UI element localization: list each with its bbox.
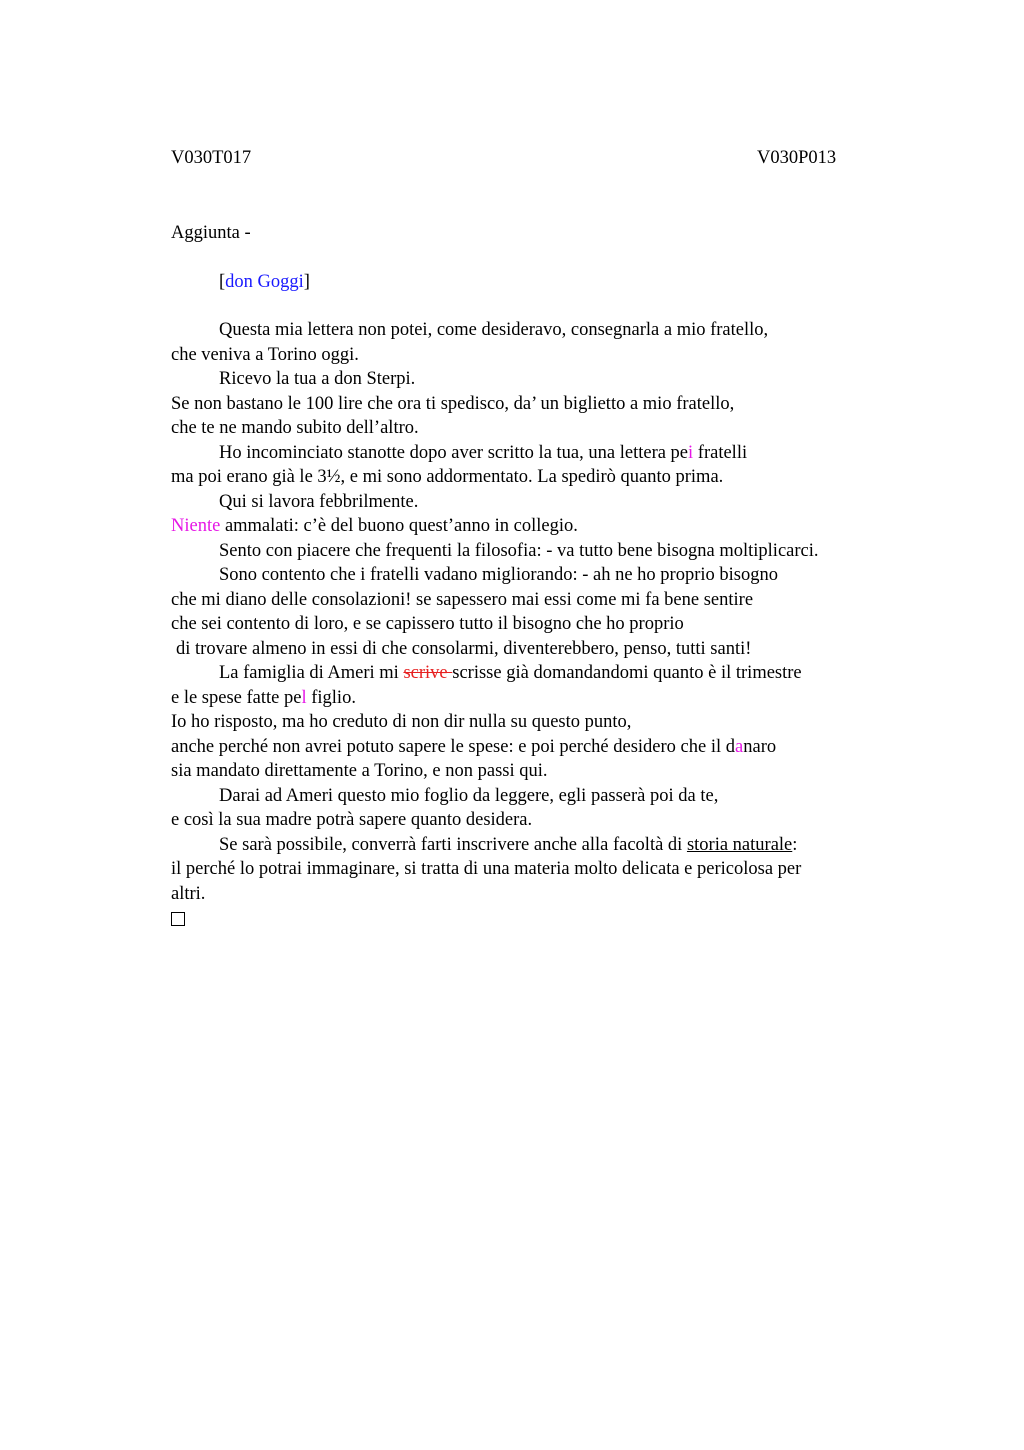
document-code-right: V030P013 — [757, 148, 837, 168]
text-segment: : — [792, 834, 798, 855]
text-line: di trovare almeno in essi di che consolarmi, diventerebbero, penso, tutti santi! — [176, 638, 752, 659]
correction-insert: l — [301, 687, 307, 708]
text-line: che te ne mando subito dell’altro. — [171, 418, 419, 438]
end-marker-line — [171, 906, 931, 931]
text-line: ma poi erano già le 3½, e mi sono addormentato. La spedirò quanto prima. — [171, 467, 724, 487]
underlined-text: storia naturale — [686, 834, 793, 855]
text-segment: anche perché non avrei potuto sapere le spese: e poi perché desidero che il d — [171, 736, 736, 757]
recipient-name: don Goggi — [225, 272, 304, 292]
letter-body — [171, 318, 931, 931]
text-line: sia mandato direttamente a Torino, e non passi qui. — [171, 761, 548, 781]
text-segment: La famiglia di Ameri mi — [219, 663, 404, 683]
text-line: il perché lo potrai immaginare, si tratta di una materia molto delicata e pericolosa per — [171, 859, 802, 879]
text-line — [171, 441, 931, 466]
text-line: che veniva a Torino oggi. — [171, 344, 359, 365]
text-segment: e le spese fatte pe — [171, 687, 302, 708]
text-segment: scrisse già domandandomi quanto è il trimestre — [452, 663, 802, 683]
text-line: che sei contento di loro, e se capissero tutto il bisogno che ho proprio — [171, 614, 684, 634]
text-line — [171, 514, 931, 539]
correction-insert: i — [688, 442, 694, 463]
text-segment: naro — [743, 736, 777, 757]
recipient-line — [219, 270, 310, 294]
text-segment: Se sarà possibile, converrà farti inscrivere anche alla facoltà di — [219, 834, 687, 855]
text-line: Ricevo la tua a don Sterpi. — [219, 369, 416, 389]
recipient-close-bracket: ] — [303, 272, 310, 292]
text-line: altri. — [171, 883, 206, 904]
text-line: Sento con piacere che frequenti la filosofia: - va tutto bene bisogna moltiplicarci. — [219, 540, 819, 561]
text-segment: ammalati: c’è del buono quest’anno in collegio. — [220, 516, 578, 536]
recipient-open-bracket: [ — [219, 272, 226, 292]
text-line: Darai ad Ameri questo mio foglio da leggere, egli passerà poi da te, — [219, 785, 719, 806]
deleted-text: scrive — [403, 663, 453, 683]
correction-insert: Niente — [171, 516, 221, 536]
text-line: Se non bastano le 100 lire che ora ti spedisco, da’ un biglietto a mio fratello, — [171, 393, 735, 414]
text-segment: fratelli — [693, 442, 748, 463]
section-heading: Aggiunta - — [171, 223, 251, 243]
text-line: Questa mia lettera non potei, come desideravo, consegnarla a mio fratello, — [219, 320, 769, 340]
end-square-icon — [171, 912, 185, 926]
text-line: e così la sua madre potrà sapere quanto desidera. — [171, 810, 533, 830]
document-code-left: V030T017 — [171, 148, 252, 168]
text-line: che mi diano delle consolazioni! se sapessero mai essi come mi fa bene sentire — [171, 589, 754, 610]
text-line — [171, 686, 931, 711]
text-segment: figlio. — [306, 687, 356, 708]
text-line — [171, 735, 931, 760]
text-segment: Ho incominciato stanotte dopo aver scritto la tua, una lettera pe — [219, 442, 689, 463]
correction-insert: a — [735, 736, 744, 757]
text-line: Io ho risposto, ma ho creduto di non dir nulla su questo punto, — [171, 712, 632, 732]
text-line: Sono contento che i fratelli vadano migliorando: - ah ne ho proprio bisogno — [219, 565, 778, 585]
text-line: Qui si lavora febbrilmente. — [219, 491, 419, 512]
text-line — [171, 833, 931, 858]
text-line — [171, 661, 931, 686]
